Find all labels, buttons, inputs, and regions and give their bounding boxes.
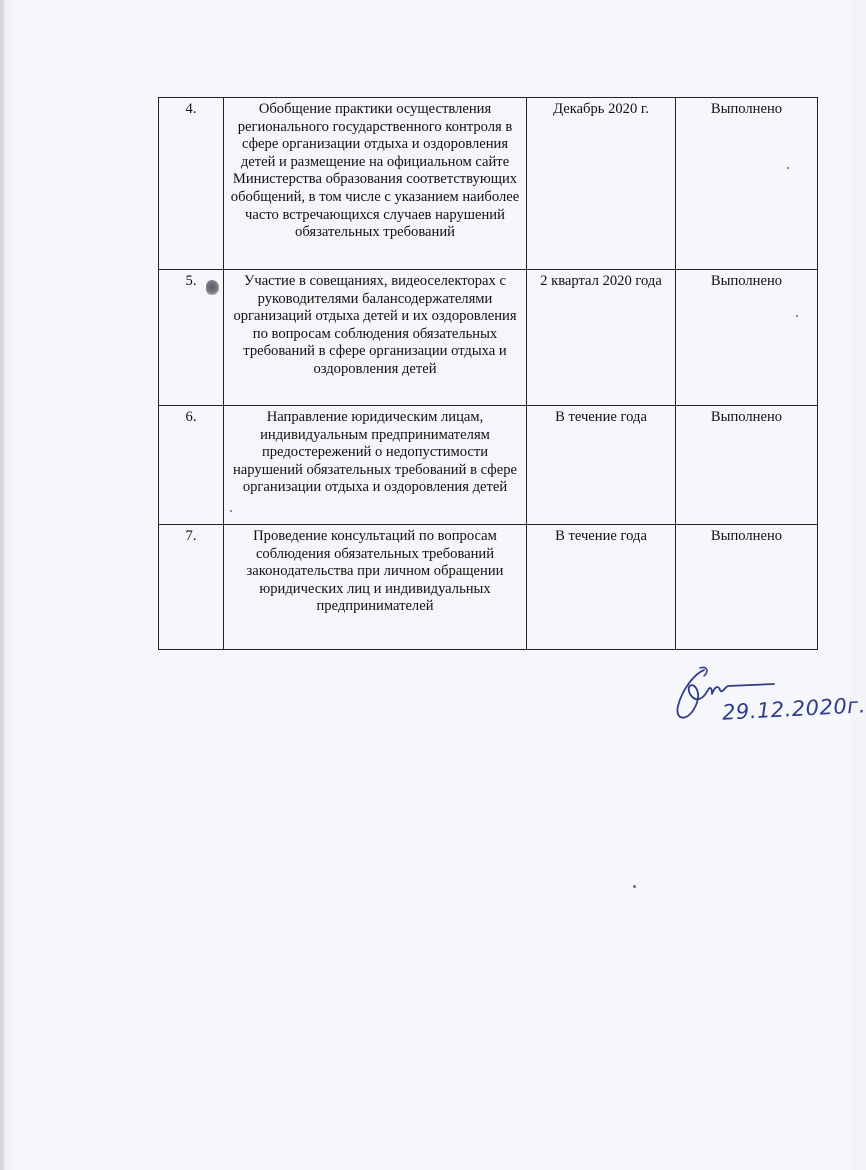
- dust-speck: [796, 315, 798, 317]
- row-number: 5.: [159, 270, 224, 406]
- activity-status: Выполнено: [676, 98, 818, 270]
- activity-term: В течение года: [527, 406, 676, 525]
- activity-description: Проведение консультаций по вопросам соблюдения обязательных требований законодательства при личном обращении юридических лиц и индивидуальных предпринимателей: [224, 525, 527, 650]
- table-row: [159, 525, 818, 650]
- scan-edge-shadow: [0, 0, 4, 1170]
- activity-status: Выполнено: [676, 406, 818, 525]
- table-row: [159, 270, 818, 406]
- row-number: 4.: [159, 98, 224, 270]
- ink-smudge: [206, 280, 219, 295]
- activity-term: 2 квартал 2020 года: [527, 270, 676, 406]
- activity-description: Обобщение практики осуществления регионального государственного контроля в сфере организации отдыха и оздоровления детей и размещение на официальном сайте Министерства образования соответствующих обобщений, в том числе с указанием наиболее часто встречающихся случаев нарушений обязательных требований: [224, 98, 527, 270]
- dust-speck: [787, 167, 789, 169]
- row-number: 6.: [159, 406, 224, 525]
- signature-date: 29.12.2020г.: [721, 693, 866, 725]
- dust-speck: [633, 885, 636, 888]
- activity-description: Направление юридическим лицам, индивидуальным предпринимателям предостережений о недопустимости нарушений обязательных требований в сфере организации отдыха и оздоровления детей: [224, 406, 527, 525]
- activity-term: В течение года: [527, 525, 676, 650]
- row-number: 7.: [159, 525, 224, 650]
- dust-speck: [230, 510, 232, 512]
- activity-description: Участие в совещаниях, видеоселекторах с руководителями балансодержателями организаций отдыха детей и их оздоровления по вопросам соблюдения обязательных требований в сфере организации отдыха и оздоровления детей: [224, 270, 527, 406]
- activity-table: [158, 97, 818, 650]
- table-row: [159, 98, 818, 270]
- table-row: [159, 406, 818, 525]
- activity-term: Декабрь 2020 г.: [527, 98, 676, 270]
- activity-status: Выполнено: [676, 270, 818, 406]
- activity-status: Выполнено: [676, 525, 818, 650]
